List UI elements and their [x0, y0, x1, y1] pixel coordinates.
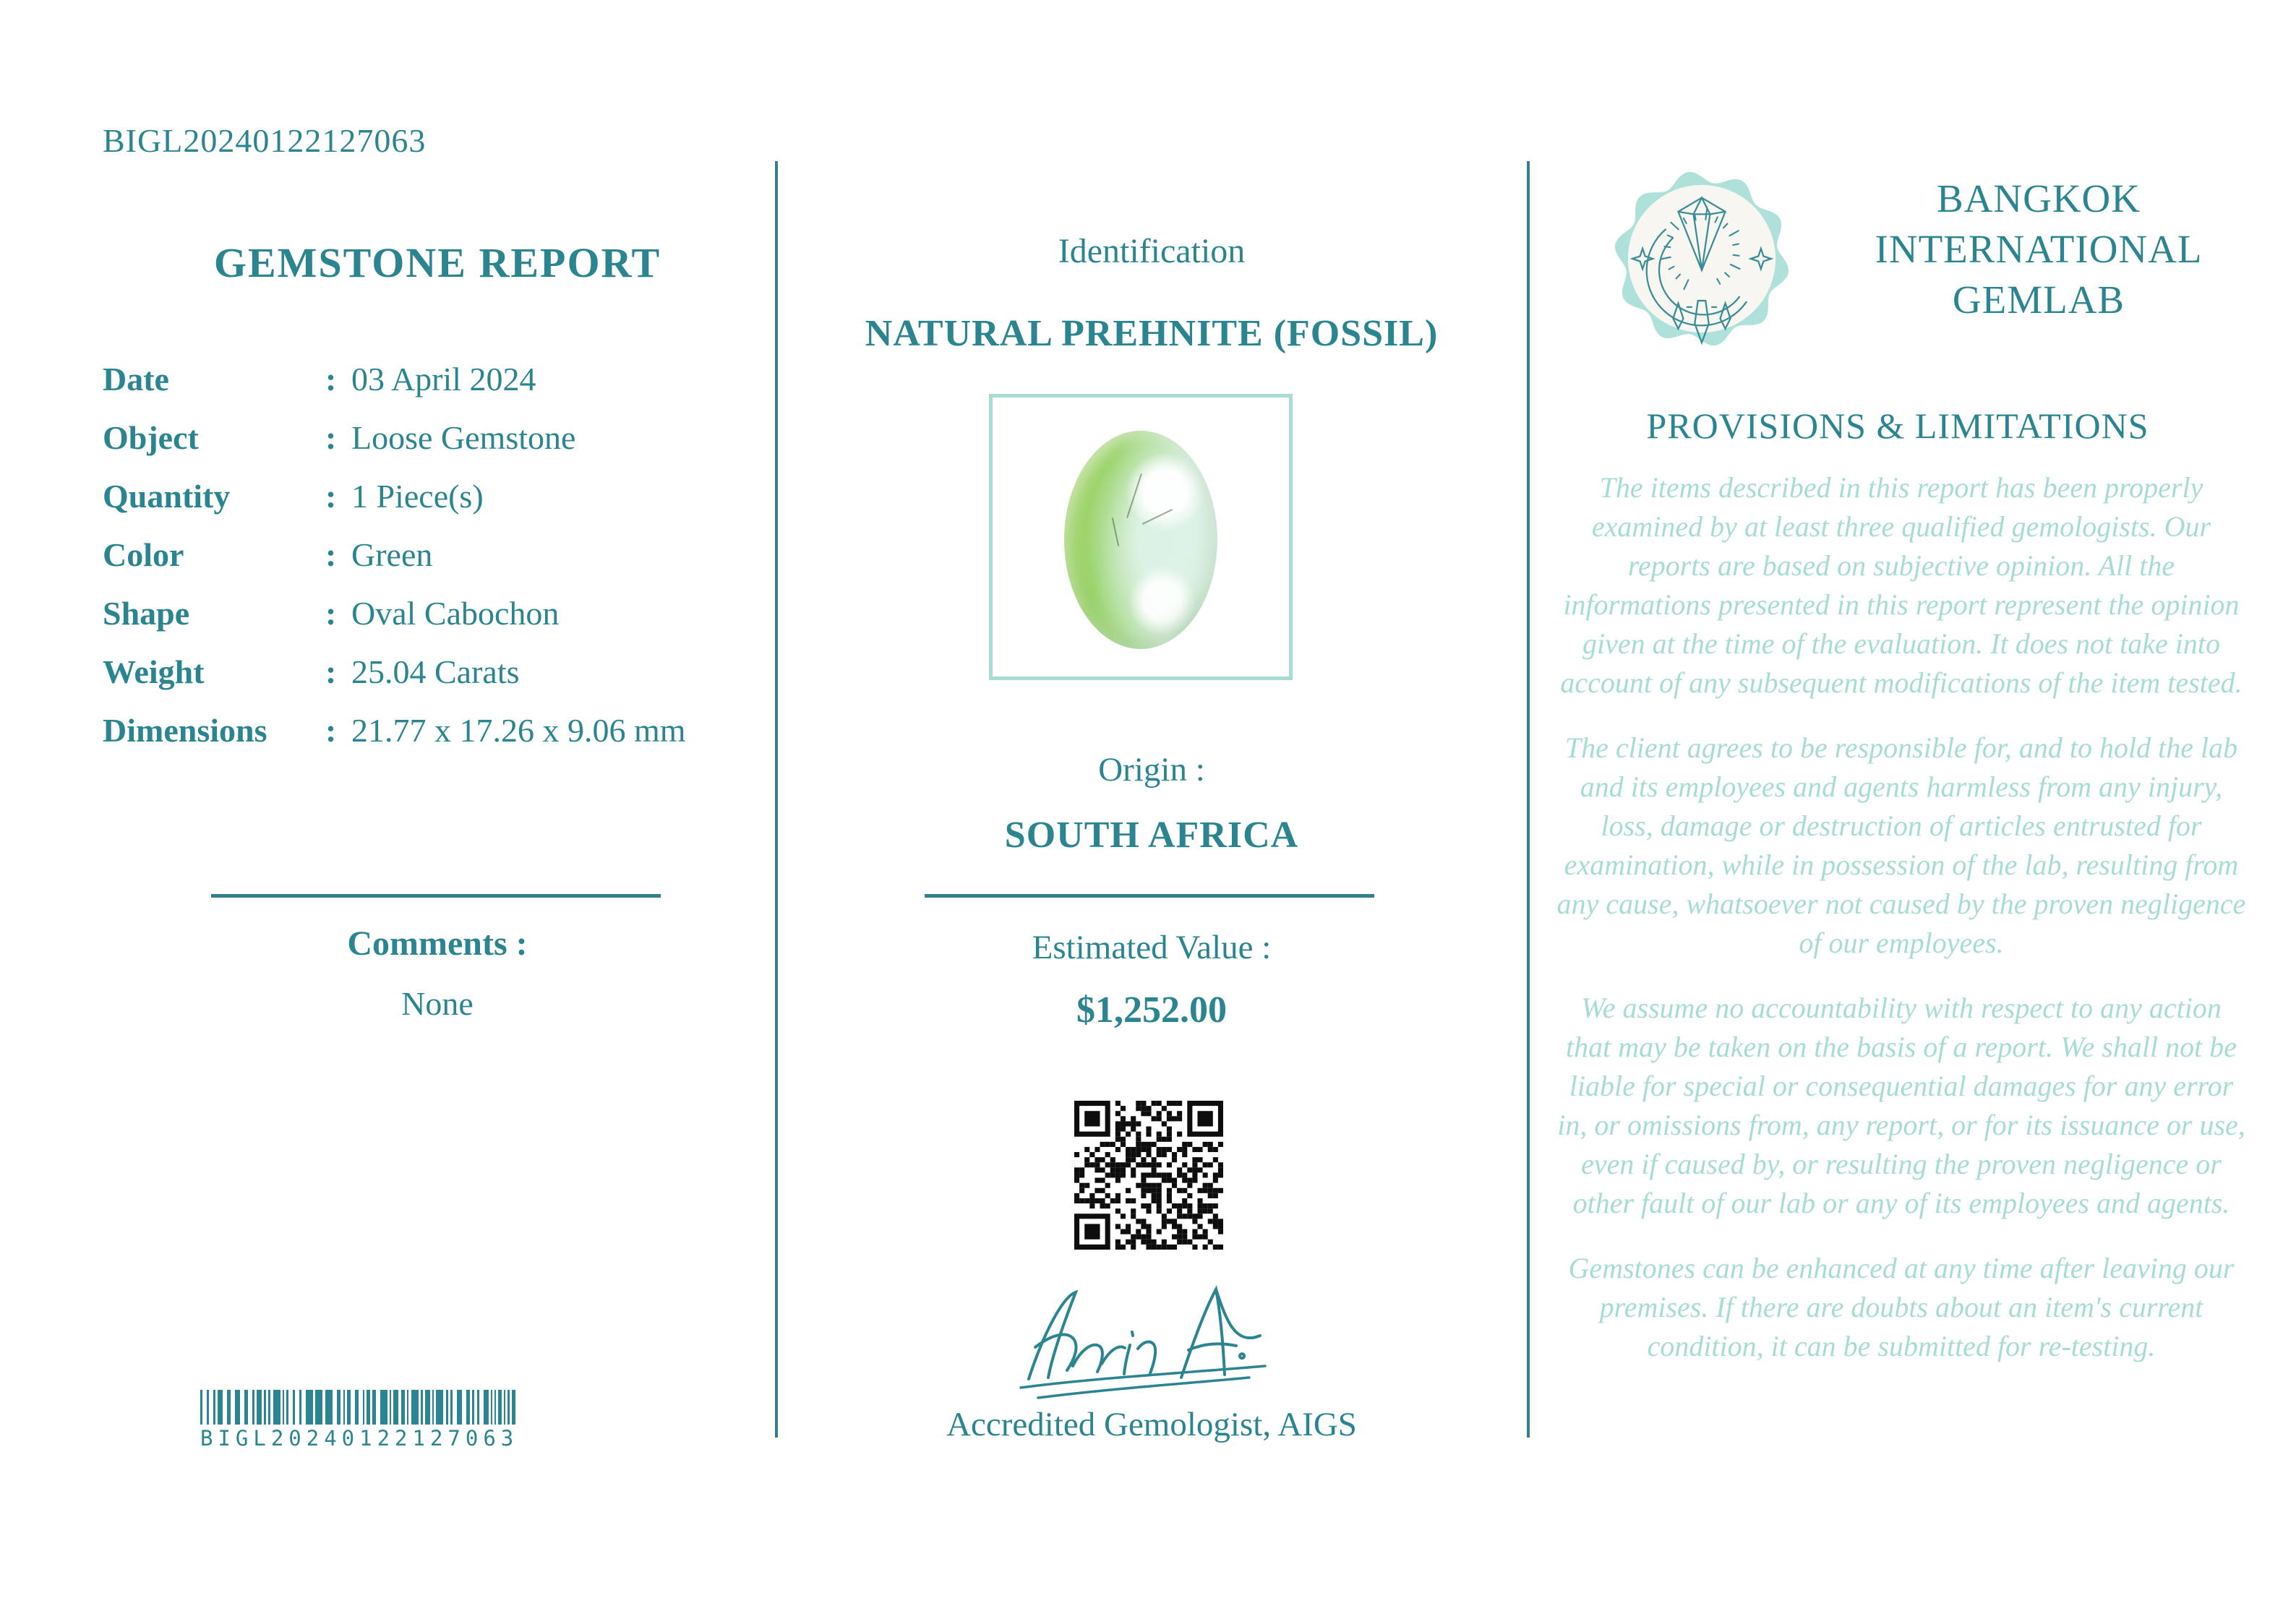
- gemologist-signature: [1011, 1272, 1285, 1417]
- detail-colon: :: [325, 595, 337, 632]
- detail-label: Color: [103, 536, 184, 573]
- barcode-bars-icon: [200, 1390, 515, 1425]
- identification-result: NATURAL PREHNITE (FOSSIL): [865, 313, 1439, 354]
- signature-stroke: [1132, 1332, 1133, 1336]
- accredited-title: Accredited Gemologist, AIGS: [946, 1406, 1357, 1443]
- provisions-paragraph: The client agrees to be responsible for, and to hold the lab and its employees and agents harmless from any injury, loss, damage or destruction of articles entrusted for examination, while in possession of the lab, resulting from any cause, whatsoever not caused by the proven negligence of our employees.: [1556, 731, 2246, 959]
- detail-row-shape: [103, 584, 768, 643]
- signature-stroke: [1240, 1354, 1244, 1358]
- gem-photo-frame: [989, 394, 1293, 680]
- detail-colon: :: [325, 478, 337, 515]
- detail-label: Quantity: [103, 478, 231, 515]
- provisions-title: PROVISIONS & LIMITATIONS: [1646, 405, 2149, 446]
- detail-row-dimensions: [103, 701, 768, 760]
- detail-value: Oval Cabochon: [351, 595, 560, 632]
- column-divider-left: [775, 161, 778, 1438]
- signature-underline: [1021, 1366, 1265, 1388]
- signature-stroke: [1138, 1342, 1155, 1373]
- gem-inclusion: [1142, 509, 1173, 525]
- detail-colon: :: [325, 419, 337, 456]
- detail-value: Loose Gemstone: [351, 419, 576, 456]
- detail-label: Dimensions: [103, 712, 267, 749]
- gem-photo: [1064, 431, 1217, 649]
- comments-divider: [211, 894, 661, 898]
- details-table: [103, 350, 768, 760]
- barcode-text: BIGL20240122127063: [200, 1426, 519, 1451]
- lab-name-line: BANGKOK: [1937, 176, 2141, 220]
- comments-label: Comments :: [347, 924, 528, 963]
- barcode: [200, 1390, 519, 1451]
- detail-value: 21.77 x 17.26 x 9.06 mm: [351, 712, 686, 749]
- column-divider-right: [1527, 161, 1530, 1438]
- detail-value: 25.04 Carats: [351, 653, 520, 690]
- qr-code-icon: [1074, 1101, 1223, 1250]
- detail-row-date: [103, 350, 768, 408]
- detail-row-quantity: [103, 467, 768, 525]
- report-title: GEMSTONE REPORT: [213, 239, 661, 286]
- detail-label: Shape: [103, 595, 190, 632]
- signature-stroke: [1102, 1347, 1125, 1364]
- gem-inclusion: [1112, 517, 1119, 546]
- provisions-text: [1556, 468, 2247, 1392]
- detail-label: Date: [103, 361, 169, 398]
- detail-row-color: [103, 525, 768, 584]
- report-number: BIGL20240122127063: [103, 122, 427, 159]
- detail-value: Green: [351, 536, 433, 573]
- lab-name-line: GEMLAB: [1952, 278, 2125, 322]
- provisions-paragraph: The items described in this report has been properly examined by at least three qualified gemologists. Our reports are based on subjective opinion. All the informations presented in this report represent the opinion given at the time of the evaluation. It does not take into account of any subsequent modifications of the item tested.: [1560, 471, 2243, 699]
- provisions-paragraph: Gemstones can be enhanced at any time after leaving our premises. If there are doubts about an item's current condition, it can be submitted for re-testing.: [1568, 1252, 2235, 1362]
- value-divider: [925, 894, 1374, 898]
- comments-value: None: [401, 985, 474, 1022]
- detail-colon: :: [325, 536, 337, 573]
- gem-inclusion: [1126, 473, 1142, 517]
- detail-label: Object: [103, 419, 199, 456]
- detail-colon: :: [325, 712, 337, 749]
- estimated-value-label: Estimated Value :: [1032, 929, 1272, 966]
- signature-stroke: [1188, 1344, 1236, 1350]
- lab-name: [1807, 173, 2270, 325]
- detail-value: 03 April 2024: [351, 361, 536, 398]
- identification-heading: Identification: [1058, 232, 1246, 270]
- signature-stroke: [1124, 1345, 1130, 1374]
- lab-logo-icon: [1606, 163, 1797, 354]
- detail-value: 1 Piece(s): [351, 478, 484, 515]
- detail-colon: :: [325, 361, 337, 398]
- origin-label: Origin :: [1098, 751, 1205, 789]
- lab-name-line: INTERNATIONAL: [1875, 227, 2203, 271]
- detail-label: Weight: [103, 653, 205, 690]
- signature-underline: [1038, 1378, 1249, 1398]
- estimated-value: $1,252.00: [1076, 989, 1227, 1031]
- detail-row-object: [103, 408, 768, 467]
- signature-stroke: [1181, 1289, 1225, 1378]
- detail-row-weight: [103, 643, 768, 701]
- detail-colon: :: [325, 653, 337, 690]
- origin-value: SOUTH AFRICA: [1004, 815, 1299, 856]
- provisions-paragraph: We assume no accountability with respect to any action that may be taken on the basis of a report. We shall not be liable for special or consequential damages for any error in, or omissions from, any report, or for its issuance or use, even if caused by, or resulting the proven negligence or other fault of our lab or any of its employees and agents.: [1557, 992, 2245, 1219]
